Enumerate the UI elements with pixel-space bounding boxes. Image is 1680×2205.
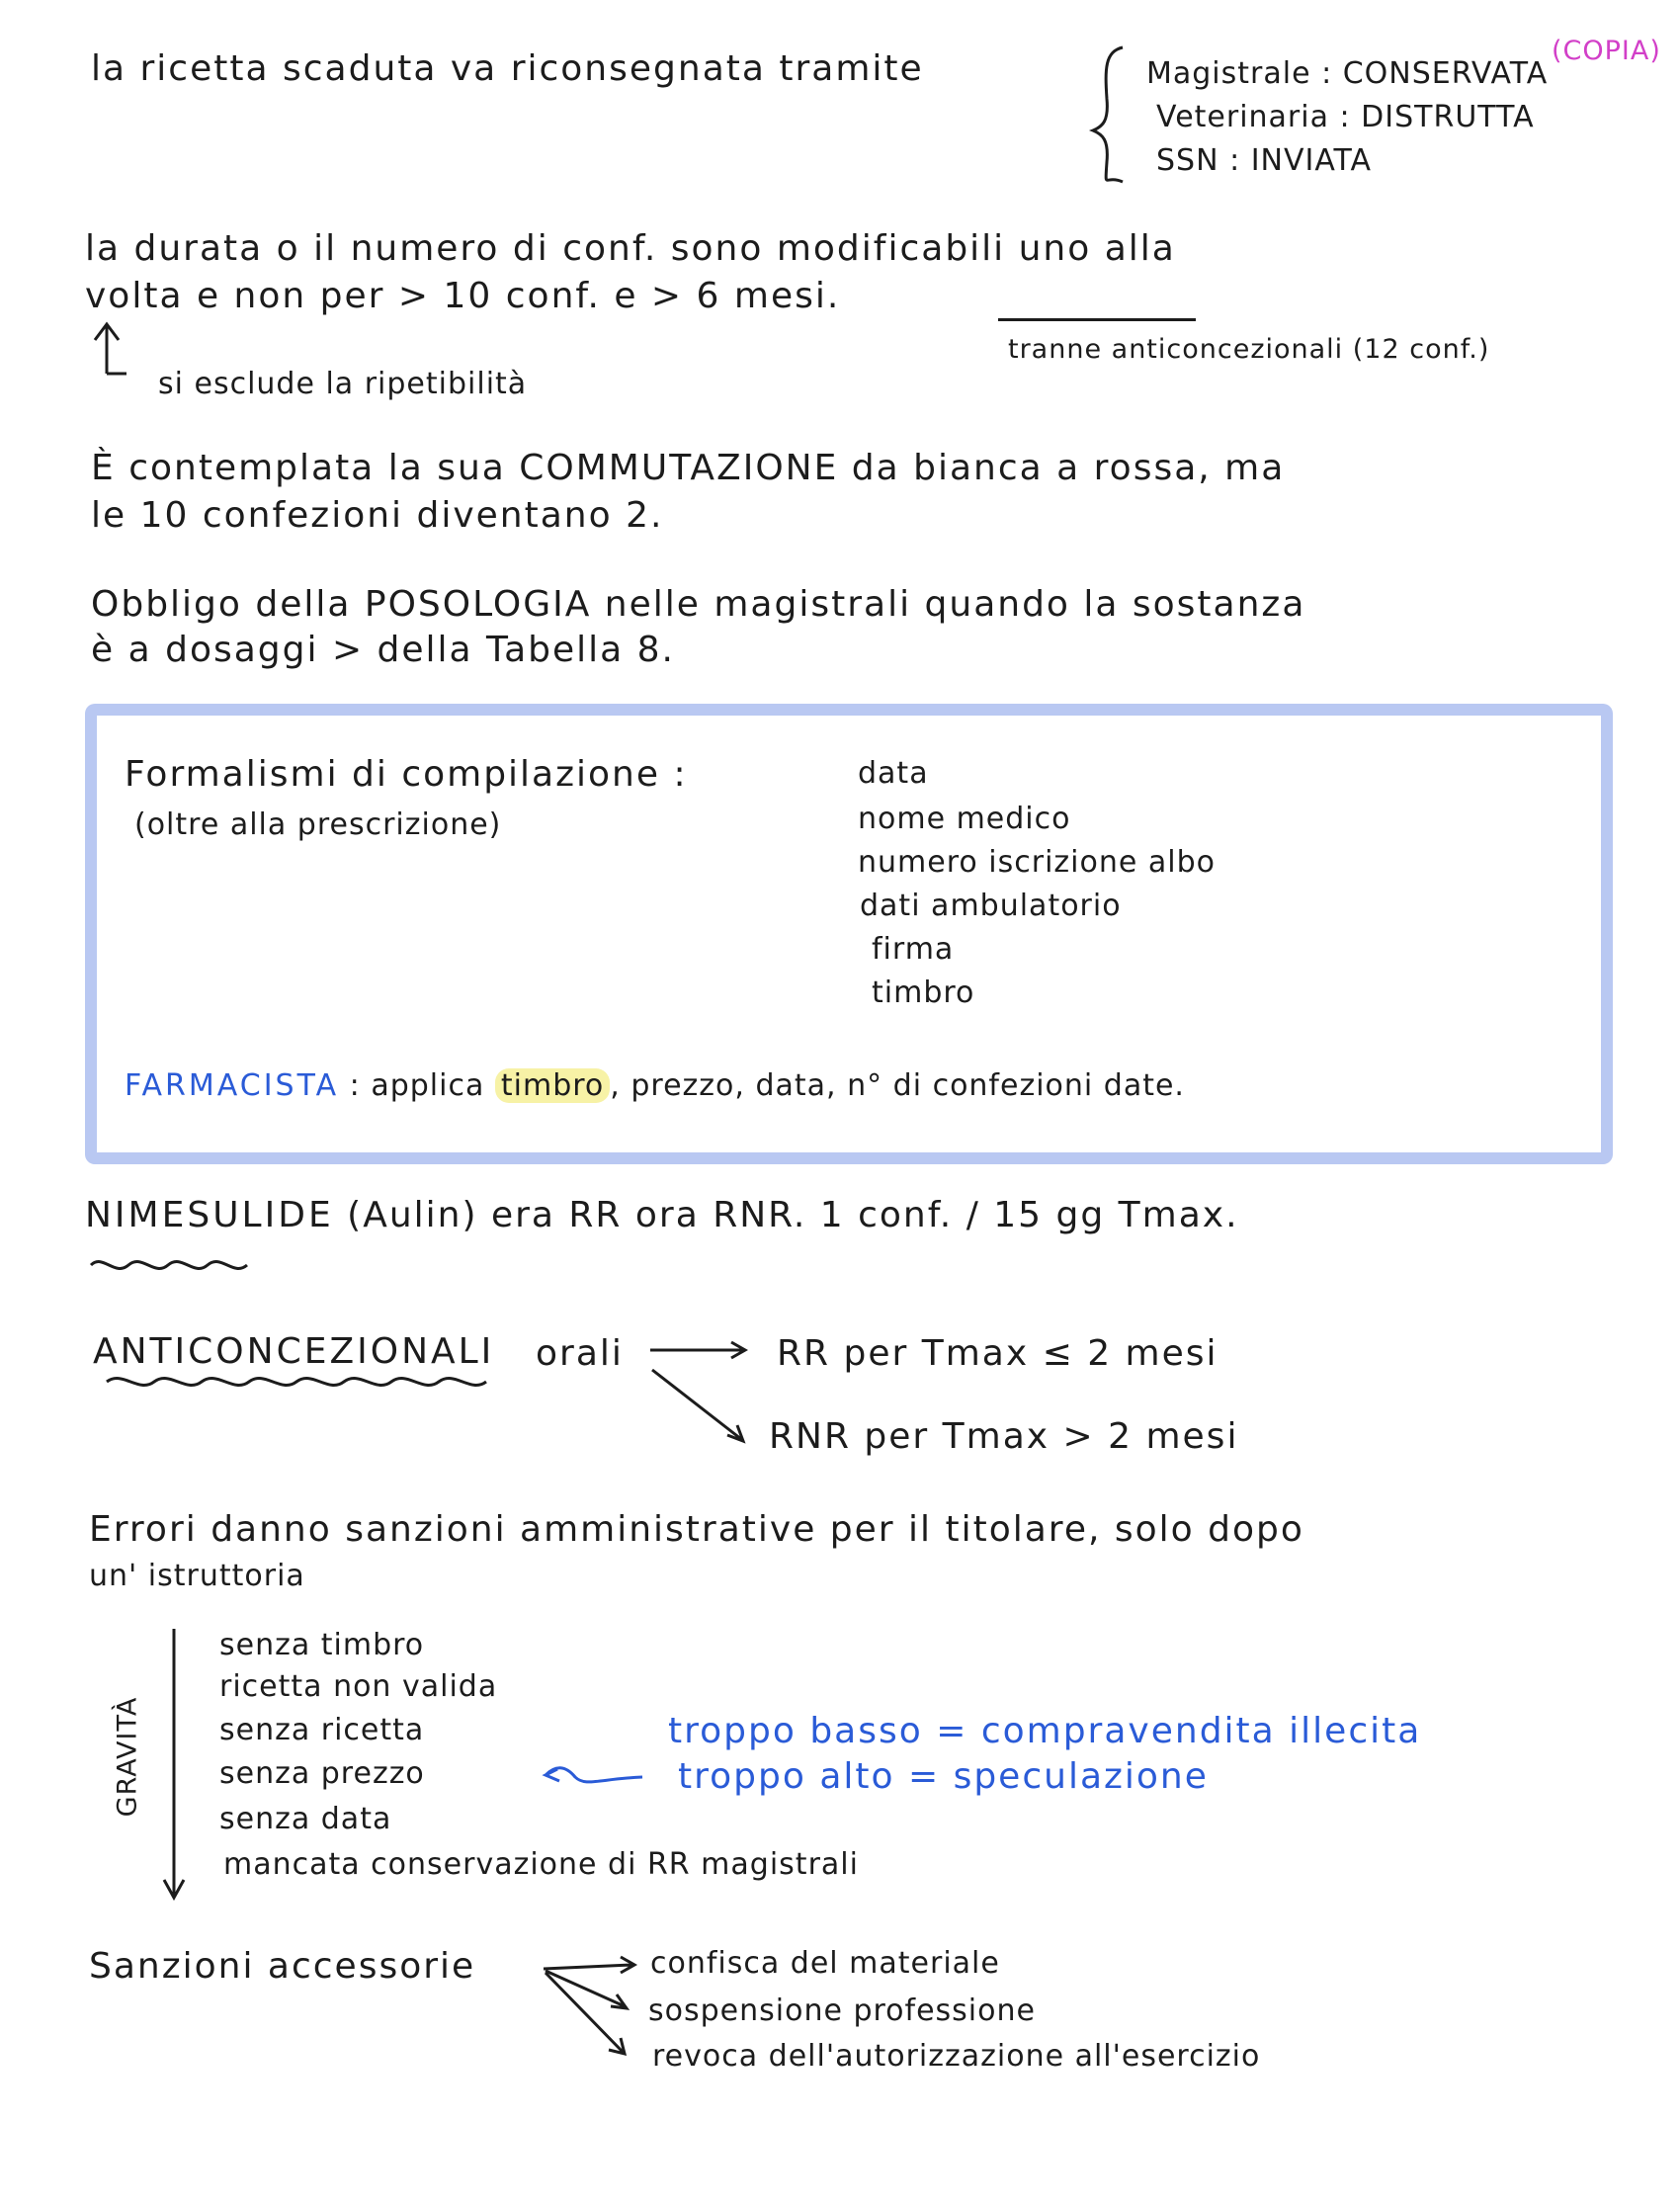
farmacista-label: FARMACISTA (125, 1068, 340, 1103)
scaduta-line: la ricetta scaduta va riconsegnata tramite (91, 48, 924, 89)
nimesulide-rest: (Aulin) era RR ora RNR. 1 conf. / 15 gg Tmax. (347, 1195, 1239, 1235)
magistrale-line: Magistrale : CONSERVATA (1146, 56, 1549, 91)
prezzo-basso: troppo basso = compravendita illecita (668, 1711, 1422, 1751)
errori-item-data: senza data (219, 1802, 392, 1836)
durata-line-1: la durata o il numero di conf. sono modificabili uno alla (85, 228, 1176, 269)
anticoncezionali-rr: RR per Tmax ≤ 2 mesi (777, 1333, 1218, 1374)
anticoncezionali-rnr: RNR per Tmax > 2 mesi (769, 1416, 1239, 1457)
commutazione-line-2: le 10 confezioni diventano 2. (91, 495, 664, 536)
errori-item-non-valida: ricetta non valida (219, 1669, 498, 1704)
nimesulide-name: NIMESULIDE (85, 1195, 334, 1235)
farmacista-timbro-highlight: timbro (495, 1068, 610, 1103)
farmacista-applica: applica (371, 1068, 485, 1103)
veterinaria-line: Veterinaria : DISTRUTTA (1156, 100, 1535, 134)
ssn-line: SSN : INVIATA (1156, 143, 1373, 178)
durata-line-2: volta e non per > 10 conf. e > 6 mesi. (85, 276, 841, 316)
errori-item-conservazione: mancata conservazione di RR magistrali (223, 1847, 859, 1882)
prezzo-alto: troppo alto = speculazione (678, 1756, 1209, 1797)
errori-line-1: Errori danno sanzioni amministrative per il titolare, solo dopo (89, 1509, 1304, 1550)
formalismi-item-albo: numero iscrizione albo (858, 845, 1216, 880)
commutazione-line-1: È contemplata la sua COMMUTAZIONE da bianca a rossa, ma (91, 448, 1286, 488)
farmacista-rest: , prezzo, data, n° di confezioni date. (610, 1068, 1185, 1103)
errori-item-ricetta: senza ricetta (219, 1713, 425, 1747)
farmacista-sep: : (349, 1068, 361, 1103)
posologia-line-1: Obbligo della POSOLOGIA nelle magistrali quando la sostanza (91, 584, 1306, 625)
durata-esclude: si esclude la ripetibilità (158, 367, 528, 401)
formalismi-item-timbro: timbro (872, 975, 975, 1010)
sanzioni-item-sospensione: sospensione professione (648, 1993, 1036, 2028)
anticoncezionali-orali: orali (536, 1333, 624, 1374)
sanzioni-item-revoca: revoca dell'autorizzazione all'esercizio (652, 2039, 1261, 2074)
gravita-label: GRAVITÀ (112, 1696, 143, 1818)
formalismi-item-firma: firma (872, 932, 955, 967)
sanzioni-label: Sanzioni accessorie (89, 1946, 476, 1987)
formalismi-item-ambulatorio: dati ambulatorio (860, 889, 1122, 923)
errori-line-2: un' istruttoria (89, 1559, 305, 1593)
errori-item-prezzo: senza prezzo (219, 1756, 425, 1791)
formalismi-item-data: data (858, 756, 929, 791)
durata-note: tranne anticoncezionali (12 conf.) (1008, 334, 1490, 365)
mesi-underline (998, 318, 1196, 321)
formalismi-subtitle: (oltre alla prescrizione) (134, 807, 502, 842)
formalismi-item-medico: nome medico (858, 802, 1071, 836)
copia-note: (COPIA) (1552, 36, 1661, 66)
nimesulide-line (85, 1195, 1239, 1235)
posologia-line-2: è a dosaggi > della Tabella 8. (91, 630, 675, 670)
formalismi-title: Formalismi di compilazione : (125, 754, 688, 795)
sanzioni-item-confisca: confisca del materiale (650, 1946, 1000, 1981)
anticoncezionali-label: ANTICONCEZIONALI (93, 1331, 495, 1372)
farmacista-line (125, 1068, 1185, 1103)
errori-item-timbro: senza timbro (219, 1628, 425, 1662)
